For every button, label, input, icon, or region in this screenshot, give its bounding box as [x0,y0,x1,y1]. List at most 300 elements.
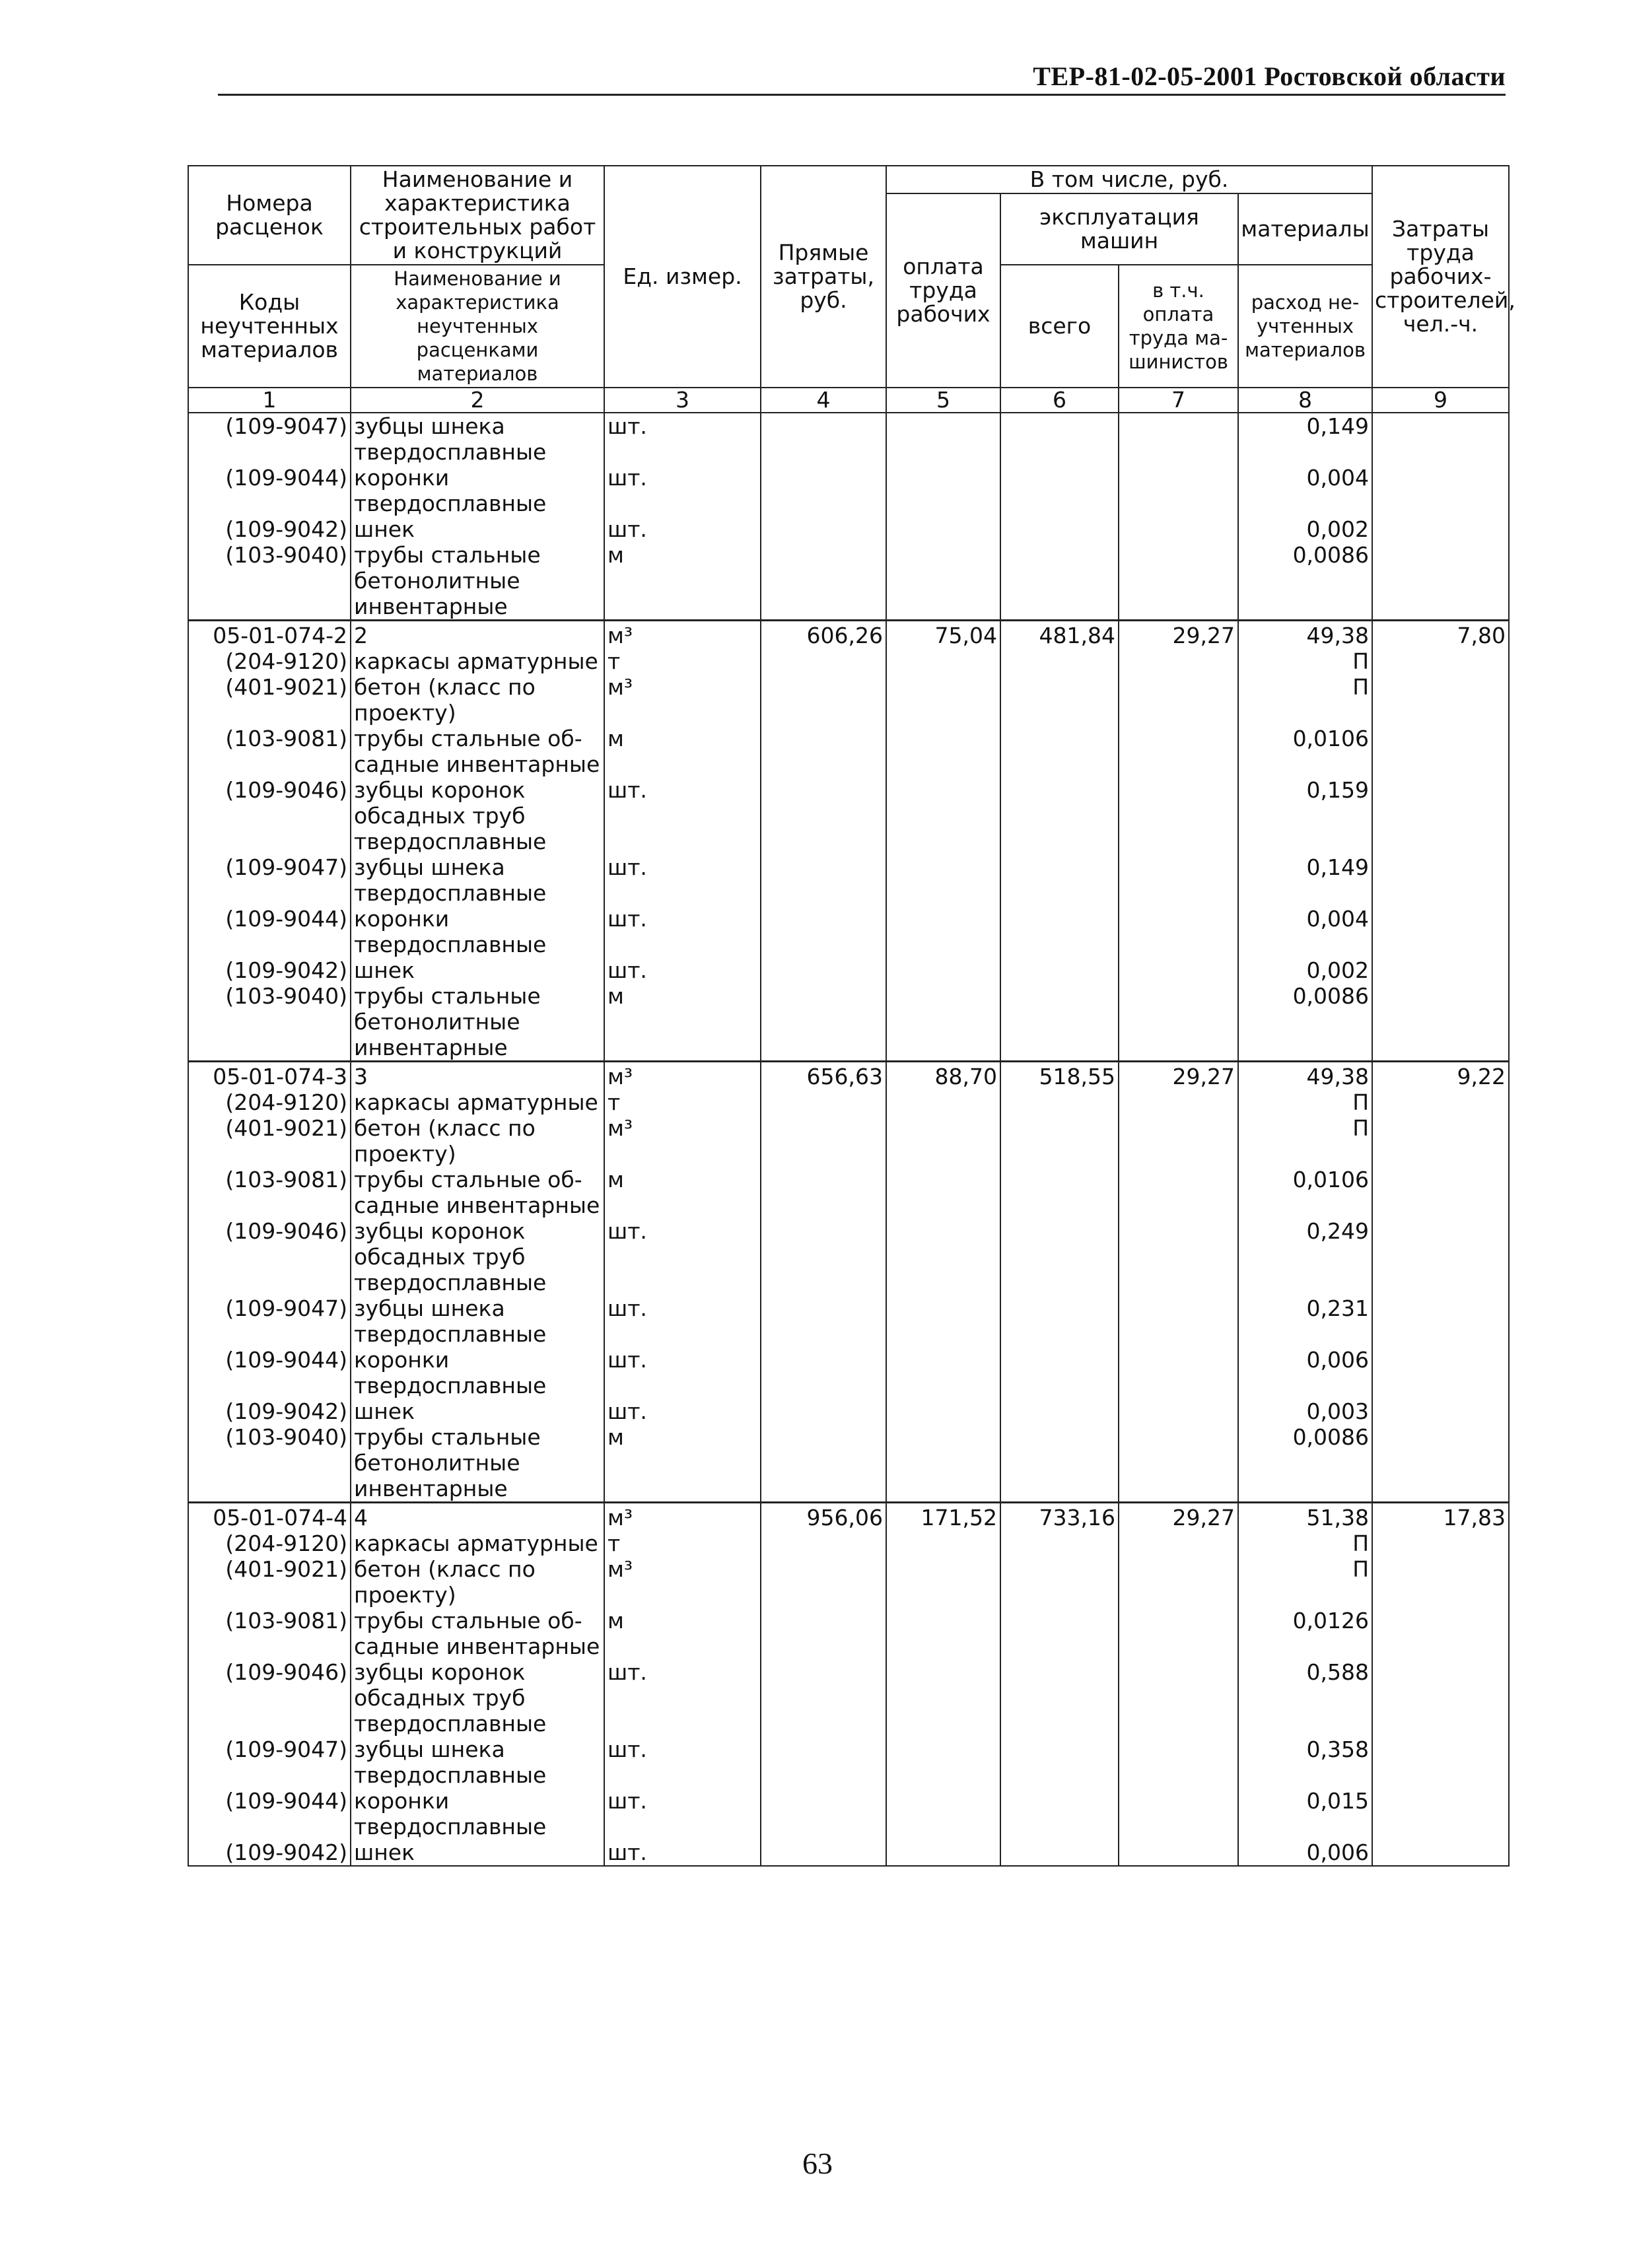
direct-costs-cell [761,1218,886,1295]
machines-cell [1000,1659,1119,1736]
materials-cell: 0,006 [1238,1839,1372,1866]
unit-cell: шт. [604,413,761,465]
table-row [188,413,1509,465]
name-cell: трубы стальные бетонолитные инвентарные [351,1424,604,1503]
unit-cell: м [604,983,761,1062]
direct-costs-cell [761,1115,886,1167]
table-row [188,854,1509,906]
table-row [188,648,1509,674]
machines-cell [1000,1608,1119,1659]
rate-code-cell: (103-9081) [188,1608,351,1659]
name-cell: бетон (класс по проекту) [351,674,604,726]
rate-code-cell: (204-9120) [188,648,351,674]
name-cell: 3 [351,1062,604,1090]
rate-code-cell: (204-9120) [188,1089,351,1115]
name-cell: зубцы коронок обсадных труб твердосплавные [351,777,604,854]
machines-cell [1000,1089,1119,1115]
operators-pay-cell [1119,1556,1238,1608]
rate-code-cell: (109-9047) [188,413,351,465]
operators-pay-cell [1119,1218,1238,1295]
labor-pay-cell [886,1736,1000,1788]
header-rate-numbers: Номера расценок [188,166,351,265]
table-row [188,516,1509,542]
operators-pay-cell [1119,542,1238,621]
materials-cell: 0,0126 [1238,1608,1372,1659]
direct-costs-cell [761,1089,886,1115]
table-row [188,1736,1509,1788]
operators-pay-cell [1119,1115,1238,1167]
materials-cell: П [1238,1089,1372,1115]
labor-hours-cell [1372,854,1509,906]
labor-hours-cell [1372,777,1509,854]
operators-pay-cell [1119,906,1238,957]
name-cell: 4 [351,1503,604,1531]
operators-pay-cell [1119,674,1238,726]
rate-code-cell: 05-01-074-2 [188,621,351,649]
labor-hours-cell [1372,1839,1509,1866]
rate-code-cell: (109-9047) [188,854,351,906]
labor-pay-cell [886,516,1000,542]
direct-costs-cell [761,854,886,906]
labor-pay-cell [886,542,1000,621]
unit-cell: шт. [604,1659,761,1736]
name-cell: зубцы шнека твердосплавные [351,1736,604,1788]
materials-cell: 0,0086 [1238,1424,1372,1503]
unit-cell: шт. [604,1295,761,1347]
machines-cell [1000,542,1119,621]
materials-cell: П [1238,1530,1372,1556]
materials-cell: 0,0106 [1238,1167,1372,1218]
labor-hours-cell [1372,1115,1509,1167]
unit-cell: т [604,1089,761,1115]
materials-cell: 0,002 [1238,957,1372,983]
unit-cell: м [604,1608,761,1659]
labor-hours-cell [1372,726,1509,777]
rate-code-cell: (109-9044) [188,1788,351,1839]
header-material-codes: Коды неучтенных материалов [188,265,351,388]
name-cell: зубцы шнека твердосплавные [351,854,604,906]
table-row [188,1608,1509,1659]
name-cell: коронки твердосплавные [351,465,604,516]
labor-pay-cell [886,1398,1000,1424]
column-number: 6 [1000,388,1119,413]
table-row [188,983,1509,1062]
operators-pay-cell: 29,27 [1119,621,1238,649]
machines-cell [1000,777,1119,854]
rate-code-cell: (401-9021) [188,1115,351,1167]
unit-cell: шт. [604,1839,761,1866]
materials-cell: 49,38 [1238,1062,1372,1090]
materials-cell: 0,149 [1238,413,1372,465]
name-cell: трубы стальные об-садные инвентарные [351,1608,604,1659]
unit-cell: м³ [604,1556,761,1608]
header-including: В том числе, руб. [886,166,1372,193]
rate-code-cell: (109-9042) [188,516,351,542]
header-machines-total: всего [1000,265,1119,388]
direct-costs-cell [761,1839,886,1866]
materials-cell: 0,149 [1238,854,1372,906]
machines-cell [1000,726,1119,777]
operators-pay-cell [1119,777,1238,854]
labor-hours-cell [1372,1295,1509,1347]
materials-cell: 0,249 [1238,1218,1372,1295]
header-material-consumption: расход не-учтенных материалов [1238,265,1372,388]
operators-pay-cell [1119,1089,1238,1115]
page-header [218,61,1506,96]
rate-code-cell: 05-01-074-4 [188,1503,351,1531]
document-title: ТЕР-81-02-05-2001 Ростовской области [1033,61,1506,91]
direct-costs-cell: 606,26 [761,621,886,649]
direct-costs-cell [761,516,886,542]
direct-costs-cell [761,1530,886,1556]
unit-cell: шт. [604,854,761,906]
table-row [188,777,1509,854]
operators-pay-cell [1119,1295,1238,1347]
name-cell: шнек [351,1398,604,1424]
table-row [188,1218,1509,1295]
column-number: 4 [761,388,886,413]
table-row [188,1347,1509,1398]
labor-pay-cell [886,1839,1000,1866]
direct-costs-cell [761,413,886,465]
labor-pay-cell: 75,04 [886,621,1000,649]
name-cell: каркасы арматурные [351,1530,604,1556]
labor-pay-cell [886,726,1000,777]
operators-pay-cell [1119,983,1238,1062]
labor-hours-cell [1372,1530,1509,1556]
machines-cell: 518,55 [1000,1062,1119,1090]
unit-cell: м³ [604,1115,761,1167]
direct-costs-cell [761,1295,886,1347]
labor-hours-cell [1372,1398,1509,1424]
machines-cell [1000,1167,1119,1218]
rate-code-cell: (103-9081) [188,726,351,777]
table-row [188,1530,1509,1556]
labor-pay-cell [886,1347,1000,1398]
table-row [188,1398,1509,1424]
direct-costs-cell [761,1608,886,1659]
labor-pay-cell [886,1295,1000,1347]
operators-pay-cell [1119,1398,1238,1424]
labor-pay-cell [886,906,1000,957]
name-cell: 2 [351,621,604,649]
labor-pay-cell [886,1608,1000,1659]
machines-cell [1000,516,1119,542]
operators-pay-cell [1119,1530,1238,1556]
name-cell: шнек [351,957,604,983]
name-cell: коронки твердосплавные [351,1347,604,1398]
labor-pay-cell [886,465,1000,516]
labor-hours-cell [1372,1788,1509,1839]
unit-cell: т [604,1530,761,1556]
table-row [188,1167,1509,1218]
labor-hours-cell: 7,80 [1372,621,1509,649]
unit-cell: шт. [604,1218,761,1295]
direct-costs-cell: 656,63 [761,1062,886,1090]
labor-pay-cell [886,983,1000,1062]
unit-cell: шт. [604,1788,761,1839]
table-row [188,1062,1509,1090]
unit-cell: шт. [604,465,761,516]
labor-hours-cell [1372,648,1509,674]
machines-cell [1000,1736,1119,1788]
table-row [188,621,1509,649]
table-row [188,1115,1509,1167]
machines-cell [1000,648,1119,674]
rate-code-cell: (109-9047) [188,1295,351,1347]
machines-cell [1000,1556,1119,1608]
table-row [188,906,1509,957]
name-cell: трубы стальные об-садные инвентарные [351,726,604,777]
materials-cell: 0,159 [1238,777,1372,854]
unit-cell: шт. [604,777,761,854]
operators-pay-cell [1119,1788,1238,1839]
unit-cell: т [604,648,761,674]
header-labor-hours: Затраты труда рабочих-строителей, чел.-ч. [1372,166,1509,388]
operators-pay-cell: 29,27 [1119,1503,1238,1531]
direct-costs-cell [761,648,886,674]
column-number: 2 [351,388,604,413]
labor-hours-cell [1372,906,1509,957]
table-row [188,1659,1509,1736]
rate-code-cell: (109-9046) [188,1218,351,1295]
operators-pay-cell [1119,1347,1238,1398]
name-cell: бетон (класс по проекту) [351,1556,604,1608]
materials-cell: 0,004 [1238,906,1372,957]
labor-hours-cell [1372,1167,1509,1218]
labor-hours-cell [1372,1424,1509,1503]
table-row [188,1839,1509,1866]
rate-code-cell: (103-9081) [188,1167,351,1218]
machines-cell [1000,1218,1119,1295]
labor-pay-cell [886,1788,1000,1839]
column-number: 3 [604,388,761,413]
machines-cell [1000,854,1119,906]
direct-costs-cell [761,1424,886,1503]
labor-pay-cell: 171,52 [886,1503,1000,1531]
unit-cell: м³ [604,1062,761,1090]
labor-pay-cell [886,1115,1000,1167]
labor-hours-cell: 9,22 [1372,1062,1509,1090]
materials-cell: 0,015 [1238,1788,1372,1839]
operators-pay-cell [1119,1839,1238,1866]
machines-cell [1000,674,1119,726]
column-numbers-row [188,388,1509,413]
materials-cell: 0,588 [1238,1659,1372,1736]
header-machines: эксплуатация машин [1000,193,1238,265]
name-cell: коронки твердосплавные [351,906,604,957]
materials-cell: 0,231 [1238,1295,1372,1347]
labor-hours-cell [1372,1218,1509,1295]
operators-pay-cell [1119,1659,1238,1736]
name-cell: трубы стальные бетонолитные инвентарные [351,542,604,621]
name-cell: каркасы арматурные [351,648,604,674]
rate-code-cell: (109-9044) [188,465,351,516]
name-cell: зубцы шнека твердосплавные [351,413,604,465]
direct-costs-cell [761,957,886,983]
column-number: 7 [1119,388,1238,413]
rate-code-cell: (109-9046) [188,1659,351,1736]
rate-code-cell: (109-9044) [188,1347,351,1398]
table-row [188,465,1509,516]
rate-code-cell: (103-9040) [188,983,351,1062]
labor-pay-cell [886,648,1000,674]
rate-code-cell: 05-01-074-3 [188,1062,351,1090]
direct-costs-cell [761,777,886,854]
direct-costs-cell [761,1659,886,1736]
labor-hours-cell [1372,542,1509,621]
unit-cell: м [604,726,761,777]
machines-cell [1000,1530,1119,1556]
table-row [188,674,1509,726]
unit-cell: шт. [604,1398,761,1424]
column-number: 5 [886,388,1000,413]
materials-cell: П [1238,1556,1372,1608]
header-work-name: Наименование и характеристика строительных работ и конструкций [351,166,604,265]
labor-pay-cell [886,1424,1000,1503]
unit-cell: м [604,1167,761,1218]
machines-cell: 733,16 [1000,1503,1119,1531]
direct-costs-cell [761,465,886,516]
materials-cell: 0,006 [1238,1347,1372,1398]
rate-code-cell: (109-9047) [188,1736,351,1788]
unit-cell: шт. [604,906,761,957]
materials-cell: 0,004 [1238,465,1372,516]
operators-pay-cell [1119,726,1238,777]
labor-hours-cell [1372,1556,1509,1608]
name-cell: зубцы шнека твердосплавные [351,1295,604,1347]
unit-cell: м [604,1424,761,1503]
operators-pay-cell [1119,1167,1238,1218]
labor-pay-cell [886,854,1000,906]
materials-cell: 0,0106 [1238,726,1372,777]
labor-pay-cell: 88,70 [886,1062,1000,1090]
materials-cell: 0,003 [1238,1398,1372,1424]
rate-code-cell: (204-9120) [188,1530,351,1556]
name-cell: бетон (класс по проекту) [351,1115,604,1167]
operators-pay-cell [1119,1424,1238,1503]
labor-pay-cell [886,1659,1000,1736]
labor-hours-cell [1372,413,1509,465]
labor-hours-cell [1372,983,1509,1062]
name-cell: шнек [351,516,604,542]
rates-table [188,165,1515,1867]
unit-cell: м³ [604,621,761,649]
direct-costs-cell [761,1556,886,1608]
operators-pay-cell [1119,648,1238,674]
materials-cell: 51,38 [1238,1503,1372,1531]
header-operators-pay: в т.ч. оплата труда ма-шинистов [1119,265,1238,388]
name-cell: каркасы арматурные [351,1089,604,1115]
table-row [188,1503,1509,1531]
header-materials: материалы [1238,193,1372,265]
unit-cell: шт. [604,957,761,983]
table-row [188,1556,1509,1608]
machines-cell [1000,413,1119,465]
labor-hours-cell: 17,83 [1372,1503,1509,1531]
header-unit: Ед. измер. [604,166,761,388]
labor-hours-cell [1372,674,1509,726]
rate-code-cell: (103-9040) [188,542,351,621]
materials-cell: 0,002 [1238,516,1372,542]
labor-pay-cell [886,674,1000,726]
unit-cell: м³ [604,674,761,726]
table-row [188,542,1509,621]
operators-pay-cell [1119,1736,1238,1788]
table-header [188,166,1515,413]
unit-cell: м [604,542,761,621]
labor-hours-cell [1372,1736,1509,1788]
machines-cell [1000,1115,1119,1167]
direct-costs-cell [761,1167,886,1218]
machines-cell [1000,1398,1119,1424]
machines-cell [1000,1347,1119,1398]
labor-pay-cell [886,777,1000,854]
materials-cell: 49,38 [1238,621,1372,649]
rate-code-cell: (401-9021) [188,1556,351,1608]
rate-code-cell: (109-9042) [188,1839,351,1866]
materials-cell: 0,0086 [1238,983,1372,1062]
labor-hours-cell [1372,465,1509,516]
header-direct-costs: Прямые затраты, руб. [761,166,886,388]
materials-cell: П [1238,648,1372,674]
header-material-name: Наименование и характеристика неучтенных расценками материалов [351,265,604,388]
labor-hours-cell [1372,1659,1509,1736]
materials-cell: П [1238,1115,1372,1167]
operators-pay-cell [1119,465,1238,516]
labor-pay-cell [886,413,1000,465]
machines-cell [1000,1424,1119,1503]
name-cell: шнек [351,1839,604,1866]
unit-cell: шт. [604,516,761,542]
direct-costs-cell [761,674,886,726]
rate-code-cell: (103-9040) [188,1424,351,1503]
operators-pay-cell [1119,1608,1238,1659]
column-number: 8 [1238,388,1372,413]
labor-hours-cell [1372,1347,1509,1398]
labor-pay-cell [886,1530,1000,1556]
machines-cell [1000,1788,1119,1839]
labor-hours-cell [1372,957,1509,983]
operators-pay-cell [1119,957,1238,983]
name-cell: трубы стальные бетонолитные инвентарные [351,983,604,1062]
rate-code-cell: (109-9042) [188,957,351,983]
operators-pay-cell [1119,413,1238,465]
header-labor-pay: оплата труда рабочих [886,193,1000,388]
page-number: 63 [802,2147,833,2180]
table-row [188,1788,1509,1839]
name-cell: трубы стальные об-садные инвентарные [351,1167,604,1218]
machines-cell [1000,1839,1119,1866]
labor-pay-cell [886,957,1000,983]
direct-costs-cell [761,726,886,777]
column-number: 9 [1372,388,1509,413]
name-cell: зубцы коронок обсадных труб твердосплавные [351,1218,604,1295]
direct-costs-cell [761,983,886,1062]
operators-pay-cell: 29,27 [1119,1062,1238,1090]
unit-cell: м³ [604,1503,761,1531]
labor-pay-cell [886,1167,1000,1218]
direct-costs-cell [761,906,886,957]
direct-costs-cell [761,542,886,621]
direct-costs-cell: 956,06 [761,1503,886,1531]
table-row [188,1295,1509,1347]
labor-hours-cell [1372,1089,1509,1115]
rate-code-cell: (109-9046) [188,777,351,854]
operators-pay-cell [1119,516,1238,542]
unit-cell: шт. [604,1347,761,1398]
labor-hours-cell [1372,516,1509,542]
